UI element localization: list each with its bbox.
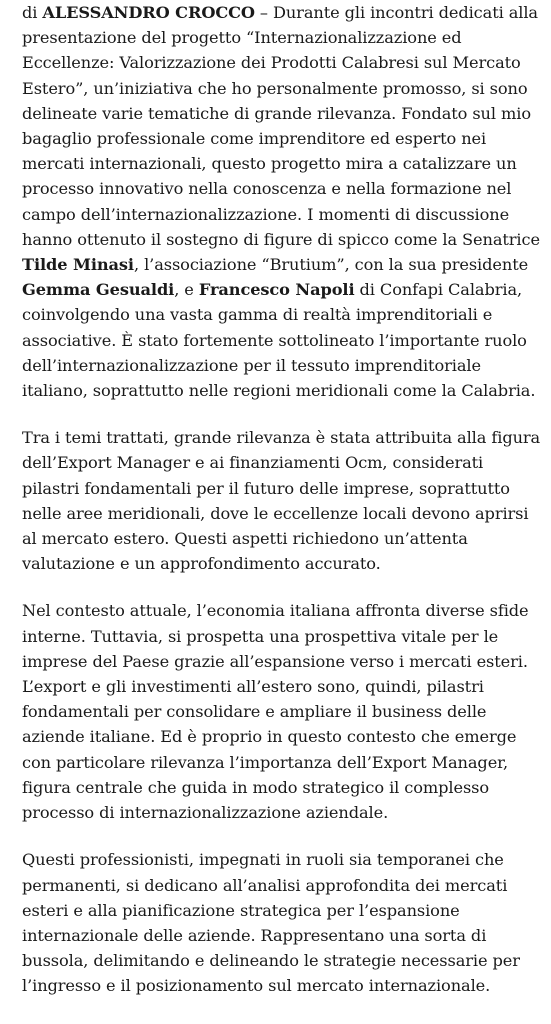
article-paragraph: [22, 0, 541, 403]
article-paragraph: Tra i temi trattati, grande rilevanza è stata attribuita alla figura dell’Export Manager e ai finanziamenti Ocm, considerati pilastri fondamentali per il futuro delle imprese, soprattutto nelle aree meridionali, dove le eccellenze locali devono aprirsi al mercato estero. Questi aspetti richiedono un’attenta valutazione e un approfondimento accurato.: [22, 428, 541, 574]
paragraph-text: , l’associazione “Brutium”, con la sua presidente: [134, 255, 529, 275]
person-name-gesualdi: Gemma Gesualdi: [22, 280, 175, 300]
paragraph-text: , e: [174, 280, 199, 300]
article-paragraph: Nel contesto attuale, l’economia italiana affronta diverse sfide interne. Tuttavia, si prospetta una prospettiva vitale per le imprese del Paese grazie all’espansione verso i mercati esteri. L’export e gli investimenti all’estero sono, quindi, pilastri fondamentali per consolidare e ampliare il business delle aziende italiane. Ed è proprio in questo contesto che emerge con particolare rilevanza l’importanza dell’Export Manager, figura centrale che guida in modo strategico il complesso processo di internazionalizzazione aziendale.: [22, 601, 529, 823]
author-name: ALESSANDRO CROCCO: [42, 3, 255, 22]
person-name-minasi: Tilde Minasi: [22, 255, 134, 275]
article-paragraph: Questi professionisti, impegnati in ruoli sia temporanei che permanenti, si dedicano all’analisi approfondita dei mercati esteri e alla pianificazione strategica per l’espansione internazionale delle aziende. Rappresentano una sorta di bussola, delimitando e delineando le strategie necessarie per l’ingresso e il posizionamento sul mercato internazionale.: [22, 850, 520, 996]
byline-prefix: di: [22, 3, 43, 22]
paragraph-text: di Confapi Calabria, coinvolgendo una vasta gamma di realtà imprenditoriali e associative. È stato fortemente sottolineato l’importante ruolo dell’internazionalizzazione per il tessuto imprenditoriale italiano, soprattutto nelle regioni meridionali come la Calabria.: [22, 280, 536, 401]
paragraph-text: – Durante gli incontri dedicati alla presentazione del progetto “Internazionalizzazione ed Eccellenze: Valorizzazione dei Prodotti Calabresi sul Mercato Estero”, un’iniziativa che ho personalmente promosso, si sono delineate varie tematiche di grande rilevanza. Fondato sul mio bagaglio professionale come imprenditore ed esperto nei mercati internazionali, questo progetto mira a catalizzare un processo innovativo nella conoscenza e nella formazione nel campo dell’internazionalizzazione. I momenti di discussione hanno ottenuto il sostegno di figure di spicco come la Senatrice: [22, 3, 540, 249]
person-name-napoli: Francesco Napoli: [198, 280, 355, 300]
